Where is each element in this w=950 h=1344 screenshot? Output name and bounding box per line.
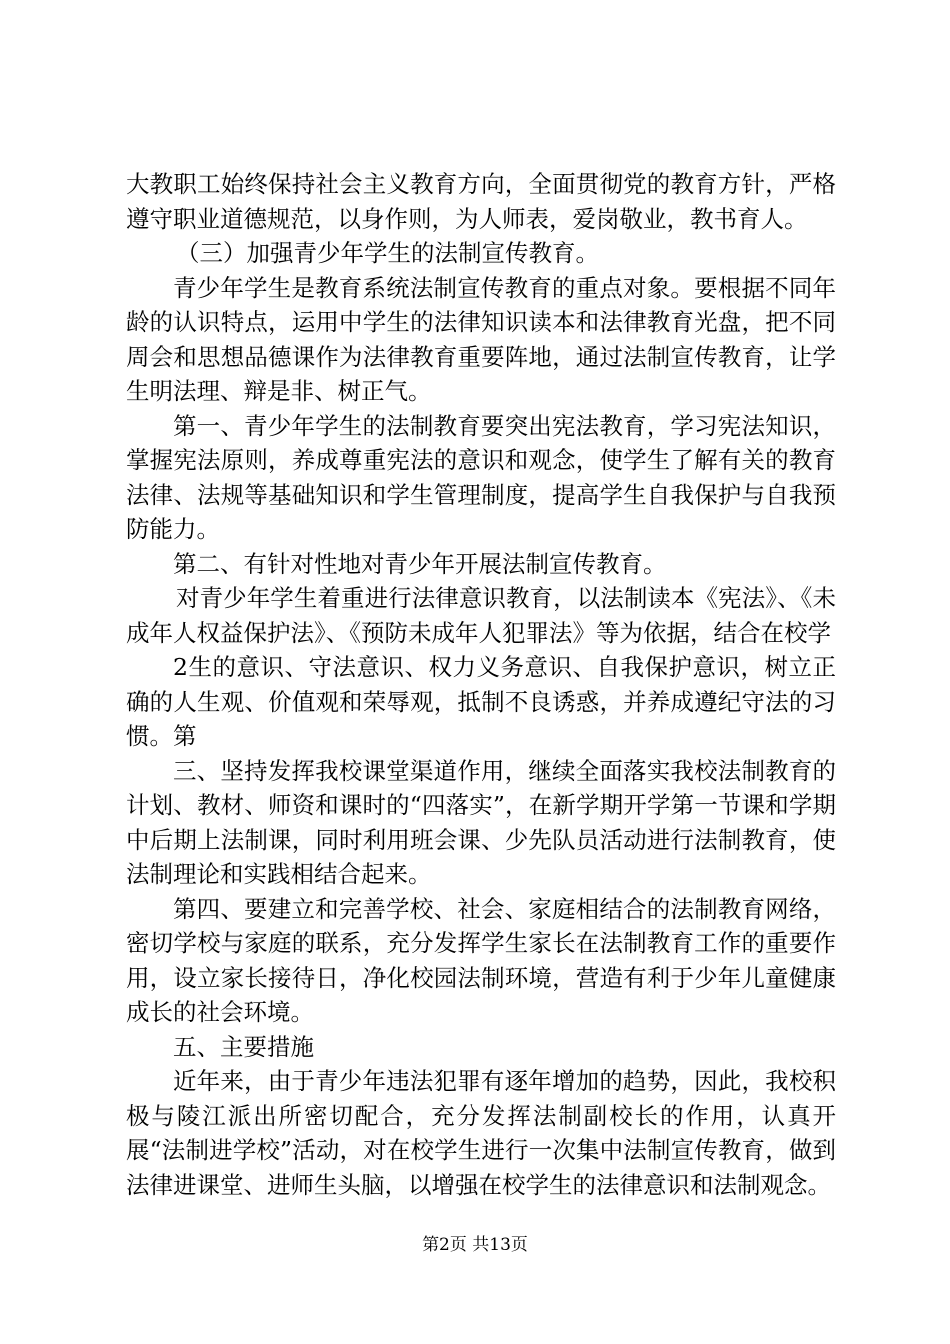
page-number: 第2页 共13页 bbox=[422, 1235, 528, 1255]
section-heading-5: 五、主要措施 bbox=[173, 1032, 314, 1061]
paragraph-second-point: 第二、有针对性地对青少年开展法制宣传教育。 bbox=[173, 549, 667, 578]
paragraph-measures: 近年来，由于青少年违法犯罪有逐年增加的趋势，因此，我校积极与陵江派出所密切配合，充分发挥法制副校长的作用，认真开展“法制进学校”活动，对在校学生进行一次集中法制宣传教育，做到法律进课堂、进师生头脑，以增强在校学生的法律意识和法制观念。 bbox=[126, 1067, 836, 1199]
paragraph-awareness-continued: 2生的意识、守法意识、权力义务意识、自我保护意识，树立正确的人生观、价值观和荣辱观，抵制不良诱惑，并养成遵纪守法的习惯。第 bbox=[126, 653, 836, 750]
paragraph-first-point: 第一、青少年学生的法制教育要突出宪法教育，学习宪法知识，掌握宪法原则，养成尊重宪法的意识和观念，使学生了解有关的教育法律、法规等基础知识和学生管理制度，提高学生自我保护与自我预防能力。 bbox=[126, 411, 836, 543]
paragraph-continuation: 大教职工始终保持社会主义教育方向，全面贯彻党的教育方针，严格遵守职业道德规范，以身作则，为人师表，爱岗敬业，教书育人。 bbox=[126, 170, 836, 233]
paragraph-third-point: 三、坚持发挥我校课堂渠道作用，继续全面落实我校法制教育的计划、教材、师资和课时的“四落实”，在新学期开学第一节课和学期中后期上法制课，同时利用班会课、少先队员活动进行法制教育，使法制理论和实践相结合起来。 bbox=[126, 756, 836, 888]
section-heading-3: （三）加强青少年学生的法制宣传教育。 bbox=[176, 239, 599, 267]
paragraph-fourth-point: 第四、要建立和完善学校、社会、家庭相结合的法制教育网络，密切学校与家庭的联系，充分发挥学生家长在法制教育工作的重要作用，设立家长接待日，净化校园法制环境，营造有利于少年儿童健康成长的社会环境。 bbox=[126, 894, 836, 1026]
paragraph-law-awareness: 对青少年学生着重进行法律意识教育，以法制读本《宪法》、《未成年人权益保护法》、《预防未成年人犯罪法》等为依据，结合在校学 bbox=[126, 584, 836, 647]
paragraph-students-focus: 青少年学生是教育系统法制宣传教育的重点对象。要根据不同年龄的认识特点，运用中学生的法律知识读本和法律教育光盘，把不同周会和思想品德课作为法律教育重要阵地，通过法制宣传教育，让学生明法理、辩是非、树正气。 bbox=[126, 273, 836, 405]
document-body bbox=[126, 167, 836, 1202]
